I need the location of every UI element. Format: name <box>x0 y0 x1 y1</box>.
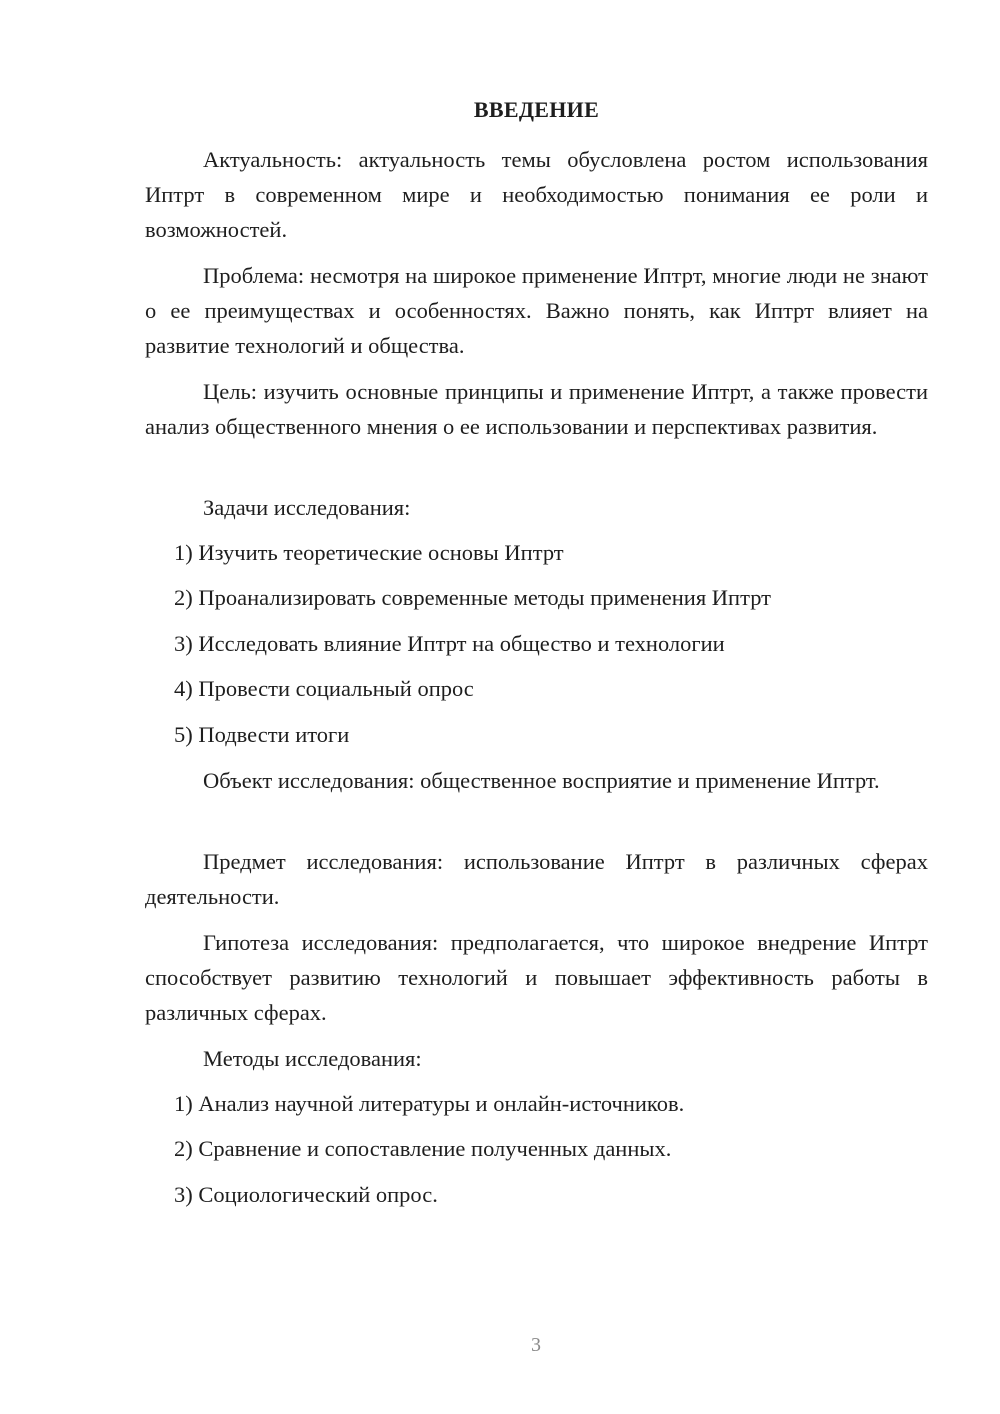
tasks-heading-block <box>145 490 928 525</box>
task-item: 1) Изучить теоретические основы Иптрт <box>174 540 564 565</box>
tasks-heading: Задачи исследования: <box>203 495 411 520</box>
problem-block <box>145 258 928 363</box>
methods-heading: Методы исследования: <box>203 1046 422 1071</box>
subject-block <box>145 844 928 914</box>
object-block <box>145 763 928 798</box>
method-item: 1) Анализ научной литературы и онлайн-источников. <box>174 1091 685 1116</box>
task-item: 3) Исследовать влияние Иптрт на общество и технологии <box>174 631 725 656</box>
page-title: ВВЕДЕНИЕ <box>473 97 600 122</box>
method-item: 2) Сравнение и сопоставление полученных данных. <box>174 1136 672 1161</box>
methods-heading-block <box>145 1041 928 1076</box>
page-number: 3 <box>531 1334 541 1356</box>
task-item: 2) Проанализировать современные методы применения Иптрт <box>174 585 771 610</box>
goal-paragraph: Цель: изучить основные принципы и применение Иптрт, а также провести анализ общественного мнения о ее использовании и перспективах развития. <box>145 379 928 439</box>
hypothesis-block <box>145 925 928 1030</box>
relevance-paragraph: Актуальность: актуальность темы обусловлена ростом использования Иптрт в современном мире и необходимостью понимания ее роли и возможностей. <box>145 147 928 242</box>
problem-paragraph: Проблема: несмотря на широкое применение Иптрт, многие люди не знают о ее преимуществах и особенностях. Важно понять, как Иптрт влияет на развитие технологий и общества. <box>145 263 928 358</box>
task-item: 5) Подвести итоги <box>174 722 350 747</box>
task-item: 4) Провести социальный опрос <box>174 676 474 701</box>
subject-paragraph: Предмет исследования: использование Иптрт в различных сферах деятельности. <box>145 849 928 909</box>
relevance-block <box>145 142 928 247</box>
hypothesis-paragraph: Гипотеза исследования: предполагается, что широкое внедрение Иптрт способствует развитию технологий и повышает эффективность работы в различных сферах. <box>145 930 928 1025</box>
method-item: 3) Социологический опрос. <box>174 1182 438 1207</box>
goal-block <box>145 374 928 444</box>
object-paragraph: Объект исследования: общественное восприятие и применение Иптрт. <box>203 768 880 793</box>
